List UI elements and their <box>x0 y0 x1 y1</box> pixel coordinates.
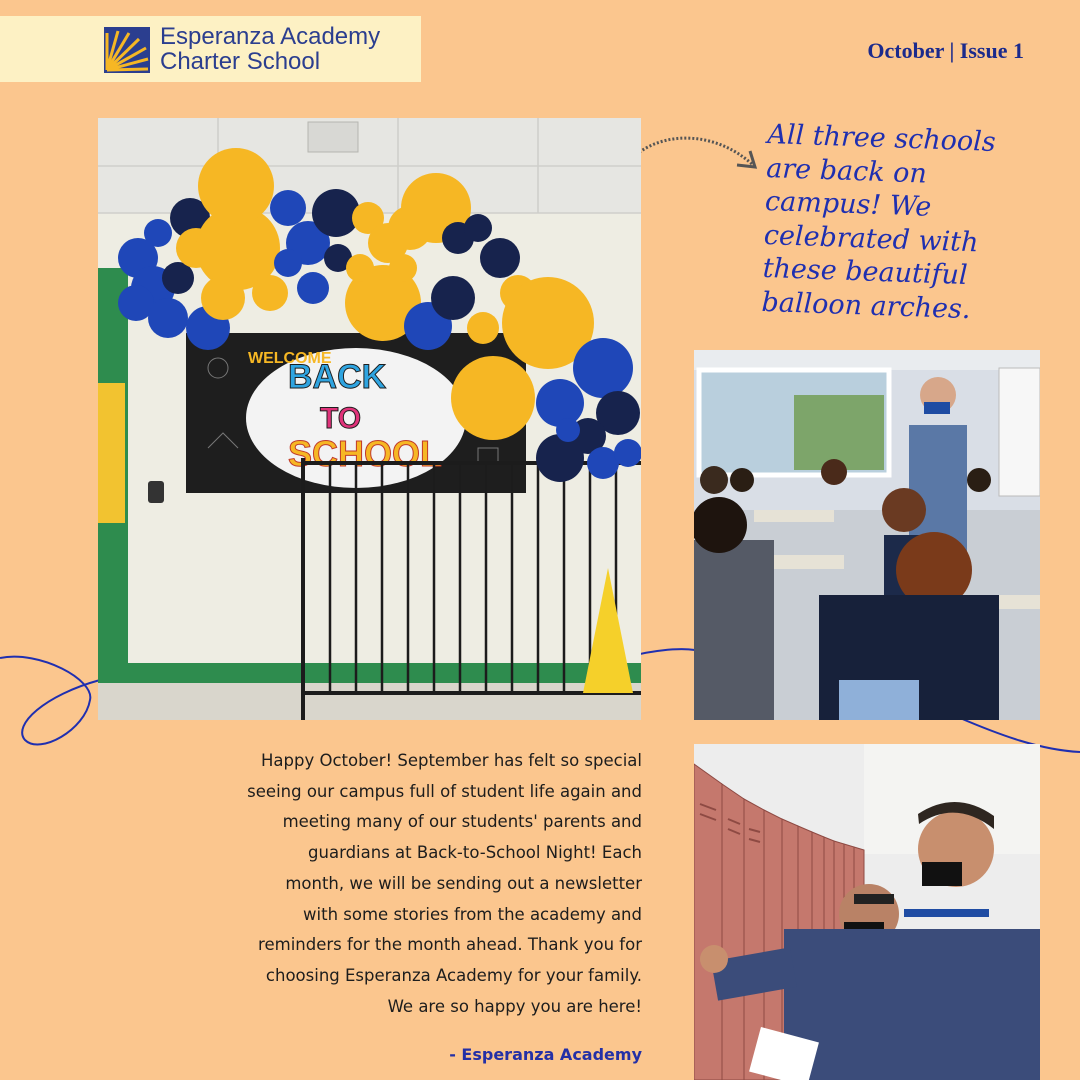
letter-line: with some stories from the academy and <box>303 904 642 924</box>
logo-line1: Esperanza Academy <box>160 23 381 50</box>
caption-line: All three schools <box>766 118 997 158</box>
caption-line: are back on <box>765 152 928 190</box>
letter-line: Happy October! September has felt so special <box>261 751 642 770</box>
caption-line: celebrated with <box>763 219 980 258</box>
letter-line: reminders for the month ahead. Thank you for <box>258 935 642 955</box>
balloon-arch-photo <box>98 118 641 720</box>
letter-line: seeing our campus full of student life again and <box>247 781 642 801</box>
logo-banner <box>0 16 421 82</box>
logo-line2: Charter School <box>160 48 321 75</box>
logo-text <box>160 24 380 74</box>
banner-back: BACK <box>288 358 387 396</box>
letter-line: guardians at Back-to-School Night! Each <box>308 843 642 863</box>
issue-label: October | Issue 1 <box>867 38 1024 63</box>
letter-line: choosing Esperanza Academy for your family. <box>265 965 642 985</box>
letter-signature: - Esperanza Academy <box>449 1045 642 1064</box>
caption-line: campus! We <box>764 185 932 223</box>
banner-welcome: WELCOME <box>248 350 332 367</box>
decorative-swirl-left <box>0 640 110 760</box>
caption-line: these beautiful <box>762 252 969 292</box>
lockers-photo <box>694 744 1040 1080</box>
letter-line: We are so happy you are here! <box>387 996 642 1016</box>
caption-line: balloon arches. <box>761 286 972 325</box>
letter-line: month, we will be sending out a newsletter <box>285 873 642 893</box>
letter-line: meeting many of our students' parents and <box>282 812 642 832</box>
arrow-icon <box>625 125 765 185</box>
photo-caption <box>761 118 1028 328</box>
letter-body <box>150 746 642 1022</box>
banner-school: SCHOOL <box>288 433 443 474</box>
banner-to: TO <box>320 402 362 435</box>
classroom-photo <box>694 350 1040 720</box>
sunburst-logo-icon <box>104 27 150 73</box>
